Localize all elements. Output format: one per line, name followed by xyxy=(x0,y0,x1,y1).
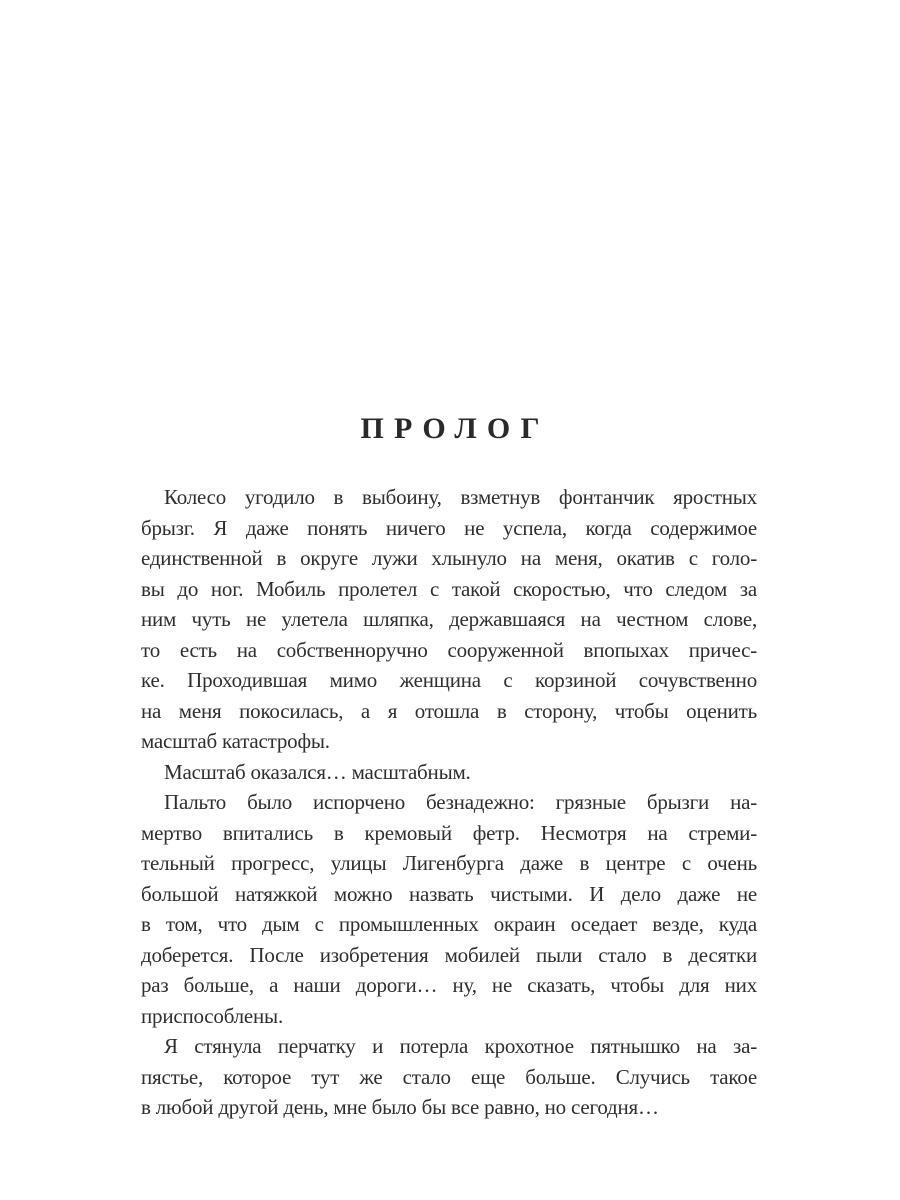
text-line: вы до ног. Мобиль пролетел с такой скоростью, что следом за xyxy=(141,576,757,601)
text-line: мертво впитались в кремовый фетр. Несмотря на стреми- xyxy=(141,820,757,845)
paragraph xyxy=(141,1031,757,1123)
paragraph xyxy=(141,482,757,757)
text-line: масштаб катастрофы. xyxy=(141,729,330,753)
text-line: брызг. Я даже понять ничего не успела, когда содержимое xyxy=(141,515,757,540)
text-line: то есть на собственноручно сооруженной впопыхах причес- xyxy=(141,637,757,662)
text-line: доберется. После изобретения мобилей пыли стало в десятки xyxy=(141,942,757,967)
paragraph xyxy=(141,787,757,1031)
paragraph xyxy=(141,757,757,788)
text-line: на меня покосилась, а я отошла в сторону, чтобы оценить xyxy=(141,698,757,723)
text-line: ке. Проходившая мимо женщина с корзиной сочувственно xyxy=(141,668,757,692)
text-line: Я стянула перчатку и потерла крохотное пятнышко на за- xyxy=(164,1034,757,1058)
text-line: приспособлены. xyxy=(141,1003,283,1028)
chapter-title: ПРОЛОГ xyxy=(360,412,550,445)
text-line: Масштаб оказался… масштабным. xyxy=(164,759,471,784)
text-line: Пальто было испорчено безнадежно: грязные брызги на- xyxy=(164,790,757,814)
text-line: раз больше, а наши дороги… ну, не сказать, чтобы для них xyxy=(141,973,757,997)
text-line: в любой другой день, мне было бы все равно, но сегодня… xyxy=(141,1095,659,1119)
text-line: в том, что дым с промышленных окраин оседает везде, куда xyxy=(141,912,757,936)
text-line: тельный прогресс, улицы Лигенбурга даже в центре с очень xyxy=(141,851,757,875)
text-line: большой натяжкой можно назвать чистыми. И дело даже не xyxy=(141,881,757,906)
text-line: Колесо угодило в выбоину, взметнув фонтанчик яростных xyxy=(164,485,757,509)
text-line: единственной в округе лужи хлынуло на меня, окатив с голо- xyxy=(141,546,757,570)
text-column xyxy=(141,482,757,1123)
text-line: пястье, которое тут же стало еще больше. Случись такое xyxy=(141,1064,757,1089)
text-line: ним чуть не улетела шляпка, державшаяся на честном слове, xyxy=(141,607,757,631)
